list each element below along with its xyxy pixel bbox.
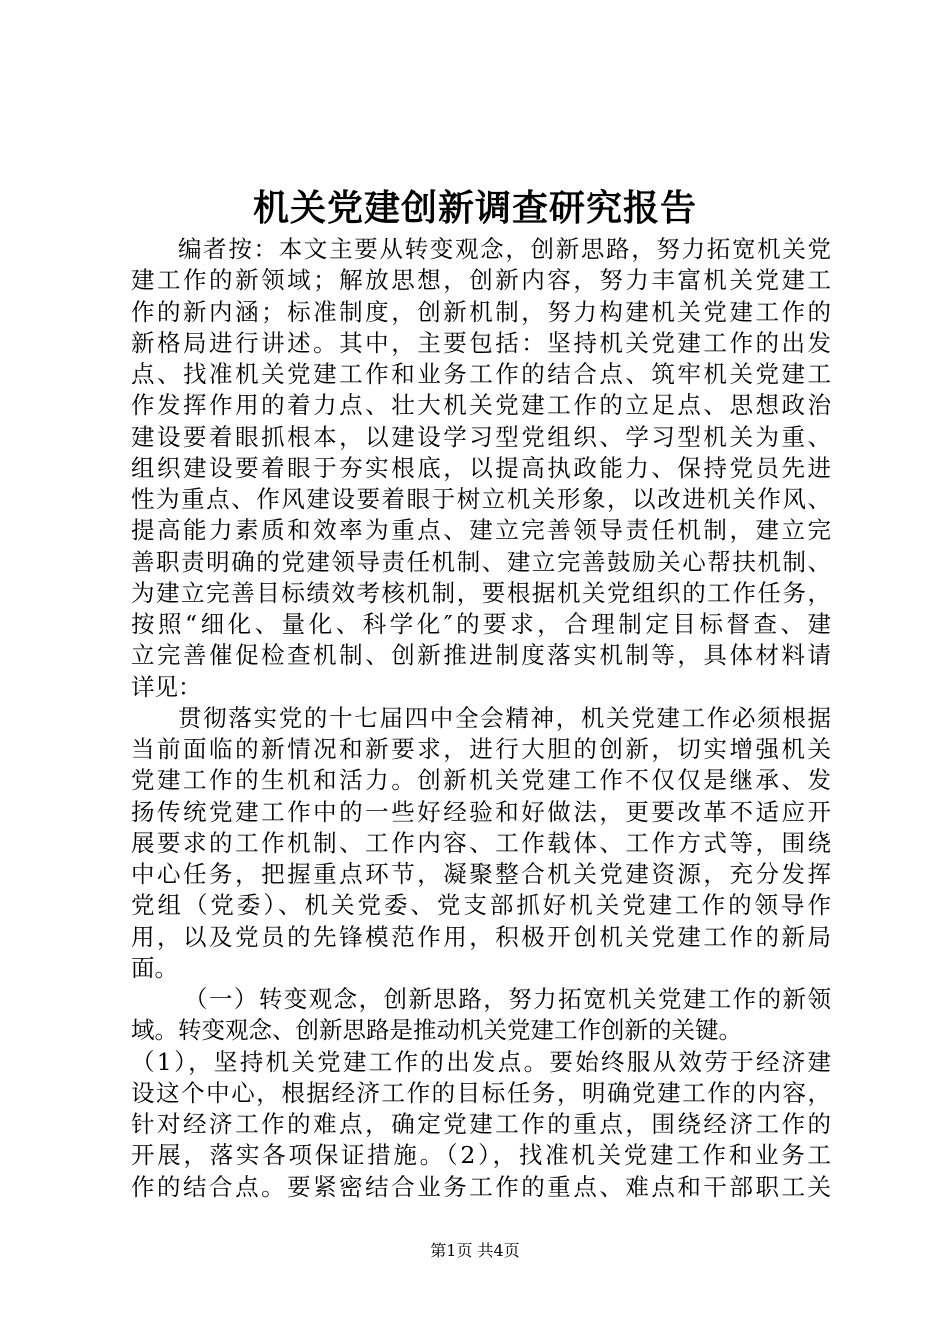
text-line: 建设要着眼抓根本，以建设学习型党组织、学习型机关为重、 (131, 422, 831, 451)
text-line: （1），坚持机关党建工作的出发点。要始终服从效劳于经济建 (131, 1047, 831, 1076)
text-line: 当前面临的新情况和新要求，进行大胆的创新，切实增强机关 (131, 735, 831, 763)
text-line: 建工作的新领域；解放思想，创新内容，努力丰富机关党建工 (131, 266, 831, 295)
text-line: 新格局进行讲述。其中，主要包括：坚持机关党建工作的出发 (131, 328, 831, 357)
text-line: 性为重点、作风建设要着眼于树立机关形象，以改进机关作风、 (131, 485, 831, 513)
text-line: 贯彻落实党的十七届四中全会精神，机关党建工作必须根据 (178, 703, 831, 732)
text-line: （一）转变观念，创新思路，努力拓宽机关党建工作的新领 (184, 985, 831, 1013)
text-line: 详见： (131, 672, 202, 701)
page-footer: 第1页 共4页 (430, 1241, 520, 1260)
text-line: 作的新内涵；标准制度，创新机制，努力构建机关党建工作的 (131, 297, 831, 326)
text-line: 点、找准机关党建工作和业务工作的结合点、筑牢机关党建工 (131, 360, 831, 388)
text-line: 党组（党委）、机关党委、党支部抓好机关党建工作的领导作 (131, 891, 831, 920)
text-line: 作发挥作用的着力点、壮大机关党建工作的立足点、思想政治 (131, 391, 831, 420)
text-line: 用，以及党员的先锋模范作用，积极开创机关党建工作的新局 (131, 922, 831, 951)
text-line: 作的结合点。要紧密结合业务工作的重点、难点和干部职工关 (131, 1172, 831, 1201)
text-line: 扬传统党建工作中的一些好经验和好做法，更要改革不适应开 (131, 797, 831, 826)
document-body (131, 234, 831, 1203)
text-line: 为建立完善目标绩效考核机制，要根据机关党组织的工作任务， (131, 578, 831, 607)
text-line: 设这个中心，根据经济工作的目标任务，明确党建工作的内容， (131, 1078, 831, 1107)
text-line: 开展，落实各项保证措施。（2），找准机关党建工作和业务工 (131, 1141, 831, 1170)
text-line: 善职责明确的党建领导责任机制、建立完善鼓励关心帮扶机制、 (131, 547, 831, 576)
text-line: 按照“细化、量化、科学化″的要求，合理制定目标督查、建 (131, 610, 831, 638)
text-line: 编者按：本文主要从转变观念，创新思路，努力拓宽机关党 (178, 235, 831, 263)
text-line: 中心任务，把握重点环节，凝聚整合机关党建资源，充分发挥 (131, 860, 831, 888)
text-line: 针对经济工作的难点，确定党建工作的重点，围绕经济工作的 (131, 1110, 831, 1138)
text-line: 党建工作的生机和活力。创新机关党建工作不仅仅是继承、发 (131, 766, 831, 795)
text-line: 立完善催促检查机制、创新推进制度落实机制等，具体材料请 (131, 641, 831, 670)
text-line: 展要求的工作机制、工作内容、工作载体、工作方式等，围绕 (131, 828, 831, 857)
text-line: 组织建设要着眼于夯实根底，以提高执政能力、保持党员先进 (131, 453, 831, 482)
document-title: 机关党建创新调查研究报告 (252, 187, 697, 229)
text-line: 提高能力素质和效率为重点、建立完善领导责任机制，建立完 (131, 516, 831, 545)
text-line: 域。转变观念、创新思路是推动机关党建工作创新的关键。 (131, 1016, 742, 1045)
text-line: 面。 (131, 953, 178, 982)
